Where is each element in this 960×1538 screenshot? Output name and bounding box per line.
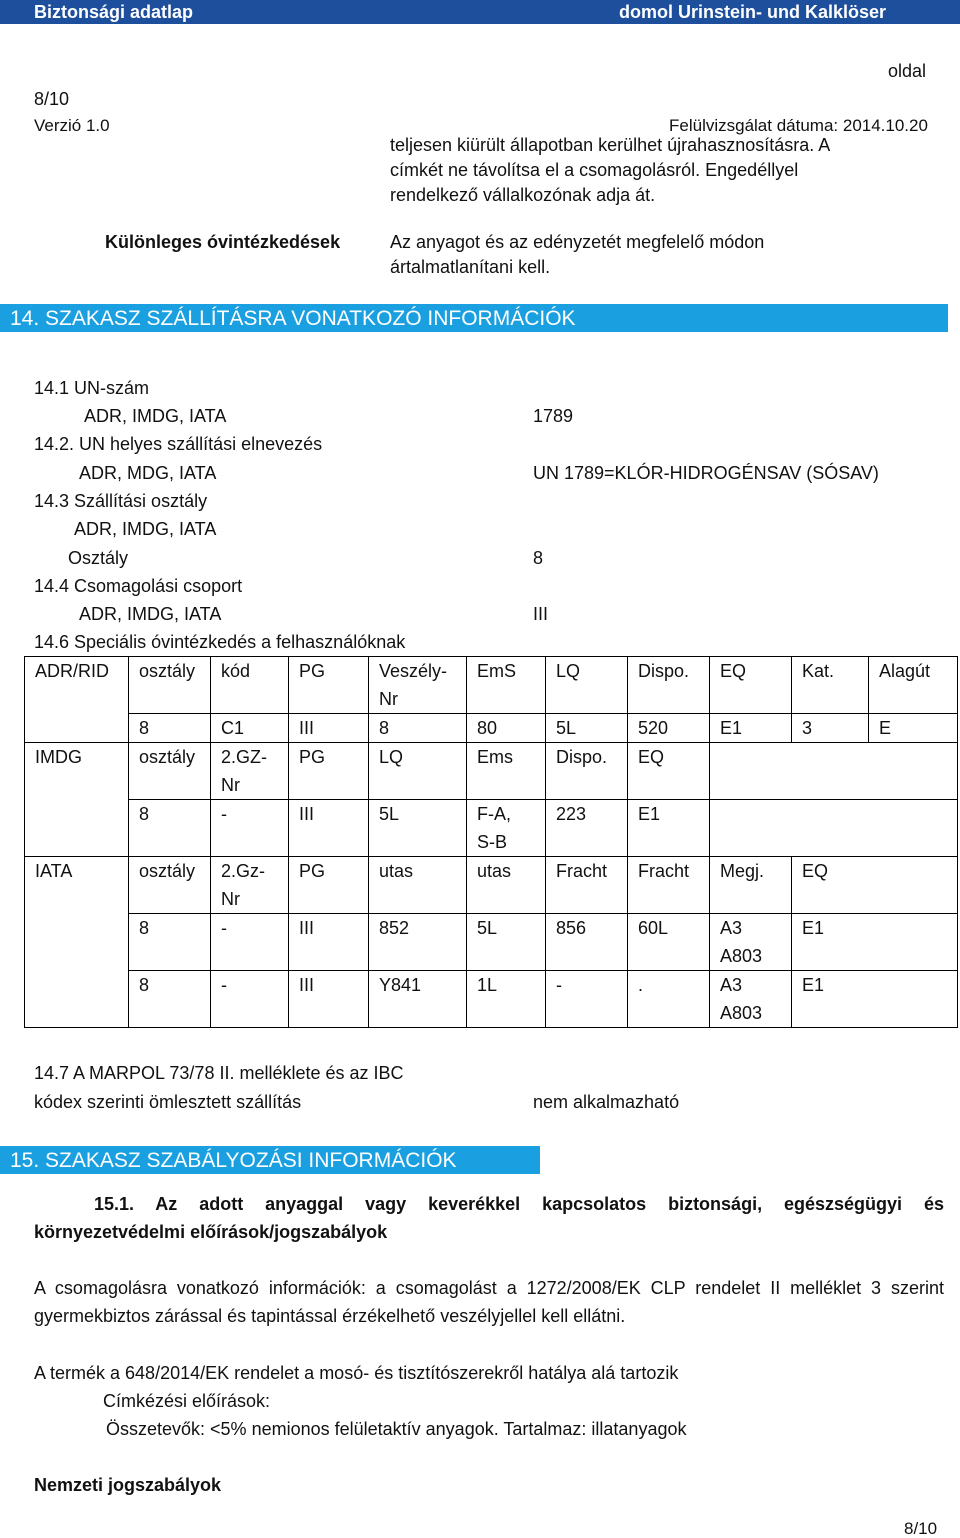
table-cell: 5L: [369, 800, 467, 857]
table-cell: -: [211, 914, 289, 971]
labelling-label: Címkézési előírások:: [103, 1391, 271, 1411]
table-cell: A3 A803: [710, 914, 792, 971]
table-cell: -: [211, 971, 289, 1028]
un-number-mode: ADR, IMDG, IATA: [84, 406, 227, 426]
table-cell: PG: [289, 657, 369, 714]
table-cell: III: [289, 800, 369, 857]
packing-group-mode: ADR, IMDG, IATA: [79, 604, 222, 624]
disposal-line-1: teljesen kiürült állapotban kerülhet újrahasznosításra. A: [390, 135, 831, 155]
transport-table: [24, 656, 958, 1028]
table-cell: E1: [792, 914, 958, 971]
table-cell: EmS: [467, 657, 546, 714]
section-14-bar: [0, 304, 948, 332]
shipping-name-mode: ADR, MDG, IATA: [79, 463, 217, 483]
table-cell: utas: [369, 857, 467, 914]
table-cell: Ems: [467, 743, 546, 800]
table-cell: ADR/RID: [25, 657, 129, 743]
section-15-bar: [0, 1146, 540, 1174]
header-bar: [0, 0, 960, 24]
section-14-title: 14. SZAKASZ SZÁLLÍTÁSRA VONATKOZÓ INFORMÁCIÓK: [10, 307, 576, 330]
special-precautions-line-2: ártalmatlanítani kell.: [390, 257, 551, 277]
transport-class-label: Osztály: [68, 548, 129, 568]
table-row: [25, 857, 958, 914]
revision-date: Felülvizsgálat dátuma: 2014.10.20: [669, 116, 928, 135]
table-cell: 8: [369, 714, 467, 743]
packaging-info: A csomagolásra vonatkozó információk: a csomagolást a 1272/2008/EK CLP rendelet II melléklet 3 szerint gyermekbiztos zárással és tapintással érzékelhető veszélyjellel kell ellátni.: [34, 1278, 944, 1326]
detergent-regulation: A termék a 648/2014/EK rendelet a mosó- és tisztítószerekről hatálya alá tartozik: [34, 1363, 679, 1383]
version: Verzió 1.0: [34, 116, 110, 135]
table-row: [25, 657, 958, 714]
table-cell: osztály: [129, 857, 211, 914]
table-cell: 8: [129, 971, 211, 1028]
table-cell: EQ: [628, 743, 710, 800]
table-cell: E: [869, 714, 958, 743]
table-row: [25, 714, 958, 743]
marpol-value: nem alkalmazható: [533, 1092, 680, 1112]
table-cell: Kat.: [792, 657, 869, 714]
table-cell: 2.GZ- Nr: [211, 743, 289, 800]
special-user-precautions-heading: 14.6 Speciális óvintézkedés a felhasználóknak: [34, 632, 406, 652]
transport-class-value: 8: [533, 548, 544, 568]
composition-text: Összetevők: <5% nemionos felületaktív anyagok. Tartalmaz: illatanyagok: [106, 1419, 687, 1439]
table-cell: 80: [467, 714, 546, 743]
table-cell: 2.Gz- Nr: [211, 857, 289, 914]
special-precautions-label: Különleges óvintézkedések: [105, 232, 341, 252]
table-cell: osztály: [129, 657, 211, 714]
table-cell: III: [289, 914, 369, 971]
national-regulations-heading: Nemzeti jogszabályok: [34, 1475, 222, 1495]
product-name: domol Urinstein- und Kalklöser: [619, 2, 887, 22]
table-cell: [710, 800, 958, 857]
un-number-heading: 14.1 UN-szám: [34, 378, 150, 398]
packing-group-heading: 14.4 Csomagolási csoport: [34, 576, 243, 596]
table-row: [25, 743, 958, 800]
table-cell: 8: [129, 914, 211, 971]
table-cell: kód: [211, 657, 289, 714]
table-cell: -: [546, 971, 628, 1028]
table-cell: 3: [792, 714, 869, 743]
table-cell: IATA: [25, 857, 129, 1028]
table-cell: Veszély- Nr: [369, 657, 467, 714]
document-type: Biztonsági adatlap: [34, 2, 194, 22]
table-cell: utas: [467, 857, 546, 914]
table-cell: LQ: [546, 657, 628, 714]
table-cell: Alagút: [869, 657, 958, 714]
table-cell: IMDG: [25, 743, 129, 857]
table-cell: 520: [628, 714, 710, 743]
table-cell: III: [289, 714, 369, 743]
special-precautions-line-1: Az anyagot és az edényzetét megfelelő módon: [390, 232, 765, 252]
footer-page-number: 8/10: [904, 1519, 938, 1538]
table-cell: 852: [369, 914, 467, 971]
disposal-line-3: rendelkező vállalkozónak adja át.: [390, 185, 656, 205]
table-cell: 60L: [628, 914, 710, 971]
table-cell: LQ: [369, 743, 467, 800]
table-cell: EQ: [710, 657, 792, 714]
table-cell: PG: [289, 857, 369, 914]
table-cell: PG: [289, 743, 369, 800]
table-cell: EQ: [792, 857, 958, 914]
marpol-line-1: 14.7 A MARPOL 73/78 II. melléklete és az IBC: [34, 1063, 404, 1083]
table-row: [25, 971, 958, 1028]
table-cell: [710, 743, 958, 800]
table-cell: Dispo.: [546, 743, 628, 800]
table-cell: 5L: [467, 914, 546, 971]
table-cell: 8: [129, 714, 211, 743]
table-cell: E1: [710, 714, 792, 743]
table-cell: E1: [628, 800, 710, 857]
table-cell: III: [289, 971, 369, 1028]
section-15-1-heading: 15.1. Az adott anyaggal vagy keverékkel kapcsolatos biztonsági, egészségügyi és környezetvédelmi előírások/jogszabályok: [34, 1194, 944, 1242]
table-row: [25, 800, 958, 857]
page-label: oldal: [888, 61, 927, 81]
table-cell: E1: [792, 971, 958, 1028]
shipping-name-heading: 14.2. UN helyes szállítási elnevezés: [34, 434, 323, 454]
table-cell: Fracht: [546, 857, 628, 914]
transport-class-heading: 14.3 Szállítási osztály: [34, 491, 208, 511]
table-cell: Y841: [369, 971, 467, 1028]
un-number-value: 1789: [533, 406, 574, 426]
table-cell: Fracht: [628, 857, 710, 914]
table-cell: -: [211, 800, 289, 857]
table-cell: Megj.: [710, 857, 792, 914]
table-cell: 1L: [467, 971, 546, 1028]
shipping-name-value: UN 1789=KLÓR-HIDROGÉNSAV (SÓSAV): [533, 463, 879, 483]
table-cell: Dispo.: [628, 657, 710, 714]
disposal-line-2: címkét ne távolítsa el a csomagolásról. Engedéllyel: [390, 160, 799, 180]
transport-class-mode: ADR, IMDG, IATA: [74, 519, 217, 539]
page-number: 8/10: [34, 89, 70, 109]
table-cell: A3 A803: [710, 971, 792, 1028]
table-cell: 8: [129, 800, 211, 857]
table-row: [25, 914, 958, 971]
table-cell: F-A, S-B: [467, 800, 546, 857]
packing-group-value: III: [533, 604, 549, 624]
table-cell: osztály: [129, 743, 211, 800]
section-15-title: 15. SZAKASZ SZABÁLYOZÁSI INFORMÁCIÓK: [10, 1149, 457, 1172]
table-cell: 5L: [546, 714, 628, 743]
marpol-line-2: kódex szerinti ömlesztett szállítás: [34, 1092, 302, 1112]
table-cell: 223: [546, 800, 628, 857]
table-cell: .: [628, 971, 710, 1028]
table-cell: 856: [546, 914, 628, 971]
table-cell: C1: [211, 714, 289, 743]
